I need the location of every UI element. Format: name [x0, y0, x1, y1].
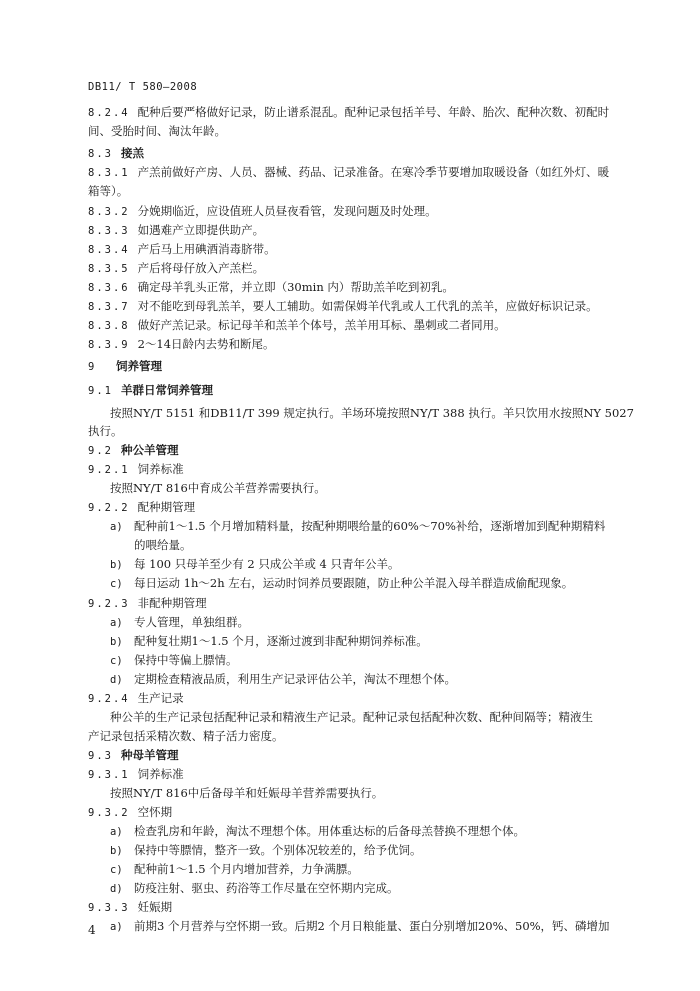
- section-heading: 种公羊管理: [120, 443, 179, 457]
- text-line: [88, 259, 644, 279]
- list-item-label: a): [110, 521, 123, 533]
- text-line: [110, 404, 644, 423]
- section-number: 8.3.7: [88, 301, 130, 313]
- section-number: 8.3.2: [88, 206, 130, 218]
- text-line: [88, 460, 644, 480]
- text-line: [88, 278, 644, 298]
- line-text: 间、受胎时间、淘汰年龄。: [88, 124, 226, 138]
- text-line: [88, 803, 644, 823]
- section-number: 9.2.2: [88, 502, 130, 514]
- list-item-label: a): [110, 617, 123, 629]
- section-number: 8.3: [88, 148, 113, 160]
- text-line: [110, 841, 644, 861]
- section-number: 8.3.9: [88, 339, 130, 351]
- text-line: [88, 221, 644, 241]
- text-line: [110, 860, 644, 880]
- section-number: 9.2: [88, 445, 113, 457]
- text-line: [110, 822, 644, 842]
- text-line: [88, 357, 644, 377]
- text-line: [110, 632, 644, 652]
- line-text: 按照NY/T 816中育成公羊营养需要执行。: [110, 481, 326, 495]
- text-line: [88, 335, 644, 355]
- text-line: [88, 727, 644, 746]
- text-line: [110, 879, 644, 899]
- line-text: 配种复壮期1～1.5 个月，逐渐过渡到非配种期饲养标准。: [134, 634, 428, 648]
- text-line: [110, 651, 644, 671]
- list-item-label: d): [110, 883, 123, 895]
- line-text: 饲养标准: [137, 462, 184, 476]
- section-number: 8.2.4: [88, 107, 130, 119]
- line-text: 如遇难产立即提供助产。: [137, 223, 265, 237]
- line-text: 专人管理，单独组群。: [134, 615, 249, 629]
- line-text: 定期检查精液品质，利用生产记录评估公羊，淘汰不理想个体。: [134, 672, 456, 686]
- line-text: 生产记录: [137, 691, 184, 705]
- section-number: 9.1: [88, 385, 113, 397]
- line-text: 2～14日龄内去势和断尾。: [137, 337, 275, 351]
- text-line: [88, 765, 644, 785]
- line-text: 产后马上用碘酒消毒脐带。: [137, 242, 276, 256]
- text-line: [88, 381, 644, 401]
- line-text: 前期3 个月营养与空怀期一致。后期2 个月日粮能量、蛋白分别增加20%、50%，钙、磷增加: [134, 919, 610, 933]
- list-item-label: a): [110, 826, 123, 838]
- section-heading: 羊群日常饲养管理: [120, 383, 213, 397]
- list-item-label: c): [110, 578, 123, 590]
- line-text: 分娩期临近，应设值班人员昼夜看管，发现问题及时处理。: [137, 204, 437, 218]
- text-line: [88, 144, 644, 164]
- section-number: 9.3: [88, 750, 113, 762]
- text-line: [110, 670, 644, 690]
- section-number: 8.3.6: [88, 282, 130, 294]
- page-number: 4: [88, 923, 96, 937]
- section-number: 8.3.8: [88, 320, 130, 332]
- text-line: [88, 122, 644, 141]
- line-text: 配种前1～1.5 个月内增加营养，力争满膘。: [134, 862, 359, 876]
- line-text: 产羔前做好产房、人员、器械、药品、记录准备。在寒冷季节要增加取暖设备（如红外灯、暖: [137, 165, 610, 179]
- text-line: [88, 441, 644, 461]
- line-text: 确定母羊乳头正常，并立即（30min 内）帮助羔羊吃到初乳。: [137, 280, 454, 294]
- text-line: [88, 240, 644, 260]
- line-text: 防疫注射、驱虫、药浴等工作尽量在空怀期内完成。: [134, 881, 399, 895]
- line-text: 每日运动 1h～2h 左右，运动时饲养员要跟随，防止种公羊混入母羊群造成偷配现象。: [134, 576, 574, 590]
- list-item-label: b): [110, 845, 123, 857]
- text-line: [88, 316, 644, 336]
- section-number: 8.3.4: [88, 244, 130, 256]
- line-text: 箱等）。: [88, 184, 129, 198]
- section-number: 9.2.3: [88, 598, 130, 610]
- line-text: 产后将母仔放入产羔栏。: [137, 261, 265, 275]
- line-text: 保持中等偏上膘情。: [134, 653, 238, 667]
- text-line: [110, 708, 644, 727]
- text-line: [88, 202, 644, 222]
- document-header-id: DB11/ T 580—2008: [88, 81, 198, 93]
- section-heading: 接羔: [120, 146, 144, 160]
- section-number: 9.3.2: [88, 807, 130, 819]
- list-item-label: c): [110, 864, 123, 876]
- line-text: 按照NY/T 816中后备母羊和妊娠母羊营养需要执行。: [110, 786, 384, 800]
- line-text: 空怀期: [137, 805, 173, 819]
- section-number: 9.2.1: [88, 464, 130, 476]
- text-line: [88, 182, 644, 201]
- text-line: [88, 689, 644, 709]
- text-line: [88, 422, 644, 441]
- list-item-label: b): [110, 559, 123, 571]
- list-item-label: c): [110, 655, 123, 667]
- section-heading: 饲养管理: [116, 359, 162, 373]
- text-line: [88, 594, 644, 614]
- line-text: 的喂给量。: [134, 538, 192, 552]
- text-line: [110, 574, 644, 594]
- text-line: [88, 746, 644, 766]
- text-line: [88, 898, 644, 918]
- line-text: 执行。: [88, 424, 123, 438]
- text-line: [88, 297, 644, 317]
- section-heading: 种母羊管理: [120, 748, 179, 762]
- line-text: 按照NY/T 5151 和DB11/T 399 规定执行。羊场环境按照NY/T 388 执行。羊只饮用水按照NY 5027: [110, 406, 634, 420]
- list-item-label: b): [110, 636, 123, 648]
- text-line: [88, 103, 644, 123]
- text-line: [110, 917, 644, 937]
- text-line: [110, 555, 644, 575]
- text-line: [88, 163, 644, 183]
- line-text: 做好产羔记录。标记母羊和羔羊个体号，羔羊用耳标、墨刺或二者同用。: [137, 318, 506, 332]
- line-text: 对不能吃到母乳羔羊，要人工辅助。如需保姆羊代乳或人工代乳的羔羊，应做好标识记录。: [137, 299, 598, 313]
- section-number: 8.3.5: [88, 263, 130, 275]
- section-number: 9.2.4: [88, 693, 130, 705]
- line-text: 保持中等膘情，整齐一致。个别体况较差的，给予优饲。: [134, 843, 422, 857]
- text-line: [110, 479, 644, 498]
- line-text: 产记录包括采精次数、精子活力密度。: [88, 729, 284, 743]
- line-text: 每 100 只母羊至少有 2 只成公羊或 4 只青年公羊。: [134, 557, 400, 571]
- line-text: 饲养标准: [137, 767, 184, 781]
- section-number: 8.3.3: [88, 225, 130, 237]
- line-text: 配种后要严格做好记录，防止谱系混乱。配种记录包括羊号、年龄、胎次、配种次数、初配时: [137, 105, 610, 119]
- line-text: 配种期管理: [137, 500, 196, 514]
- line-text: 非配种期管理: [137, 596, 207, 610]
- text-line: [88, 498, 644, 518]
- text-line: [110, 784, 644, 803]
- text-line: [110, 613, 644, 633]
- line-text: 种公羊的生产记录包括配种记录和精液生产记录。配种记录包括配种次数、配种间隔等；精液生: [110, 710, 593, 724]
- section-number: 9: [88, 361, 97, 373]
- section-number: 9.3.3: [88, 902, 130, 914]
- section-number: 8.3.1: [88, 167, 130, 179]
- list-item-label: a): [110, 921, 123, 933]
- line-text: 配种前1～1.5 个月增加精料量，按配种期喂给量的60%～70%补给，逐渐增加到配种期精料: [134, 519, 606, 533]
- text-line: [110, 517, 644, 537]
- section-number: 9.3.1: [88, 769, 130, 781]
- line-text: 妊娠期: [137, 900, 173, 914]
- line-text: 检查乳房和年龄，淘汰不理想个体。用体重达标的后备母羔替换不理想个体。: [134, 824, 525, 838]
- list-item-label: d): [110, 674, 123, 686]
- text-line: [134, 536, 644, 555]
